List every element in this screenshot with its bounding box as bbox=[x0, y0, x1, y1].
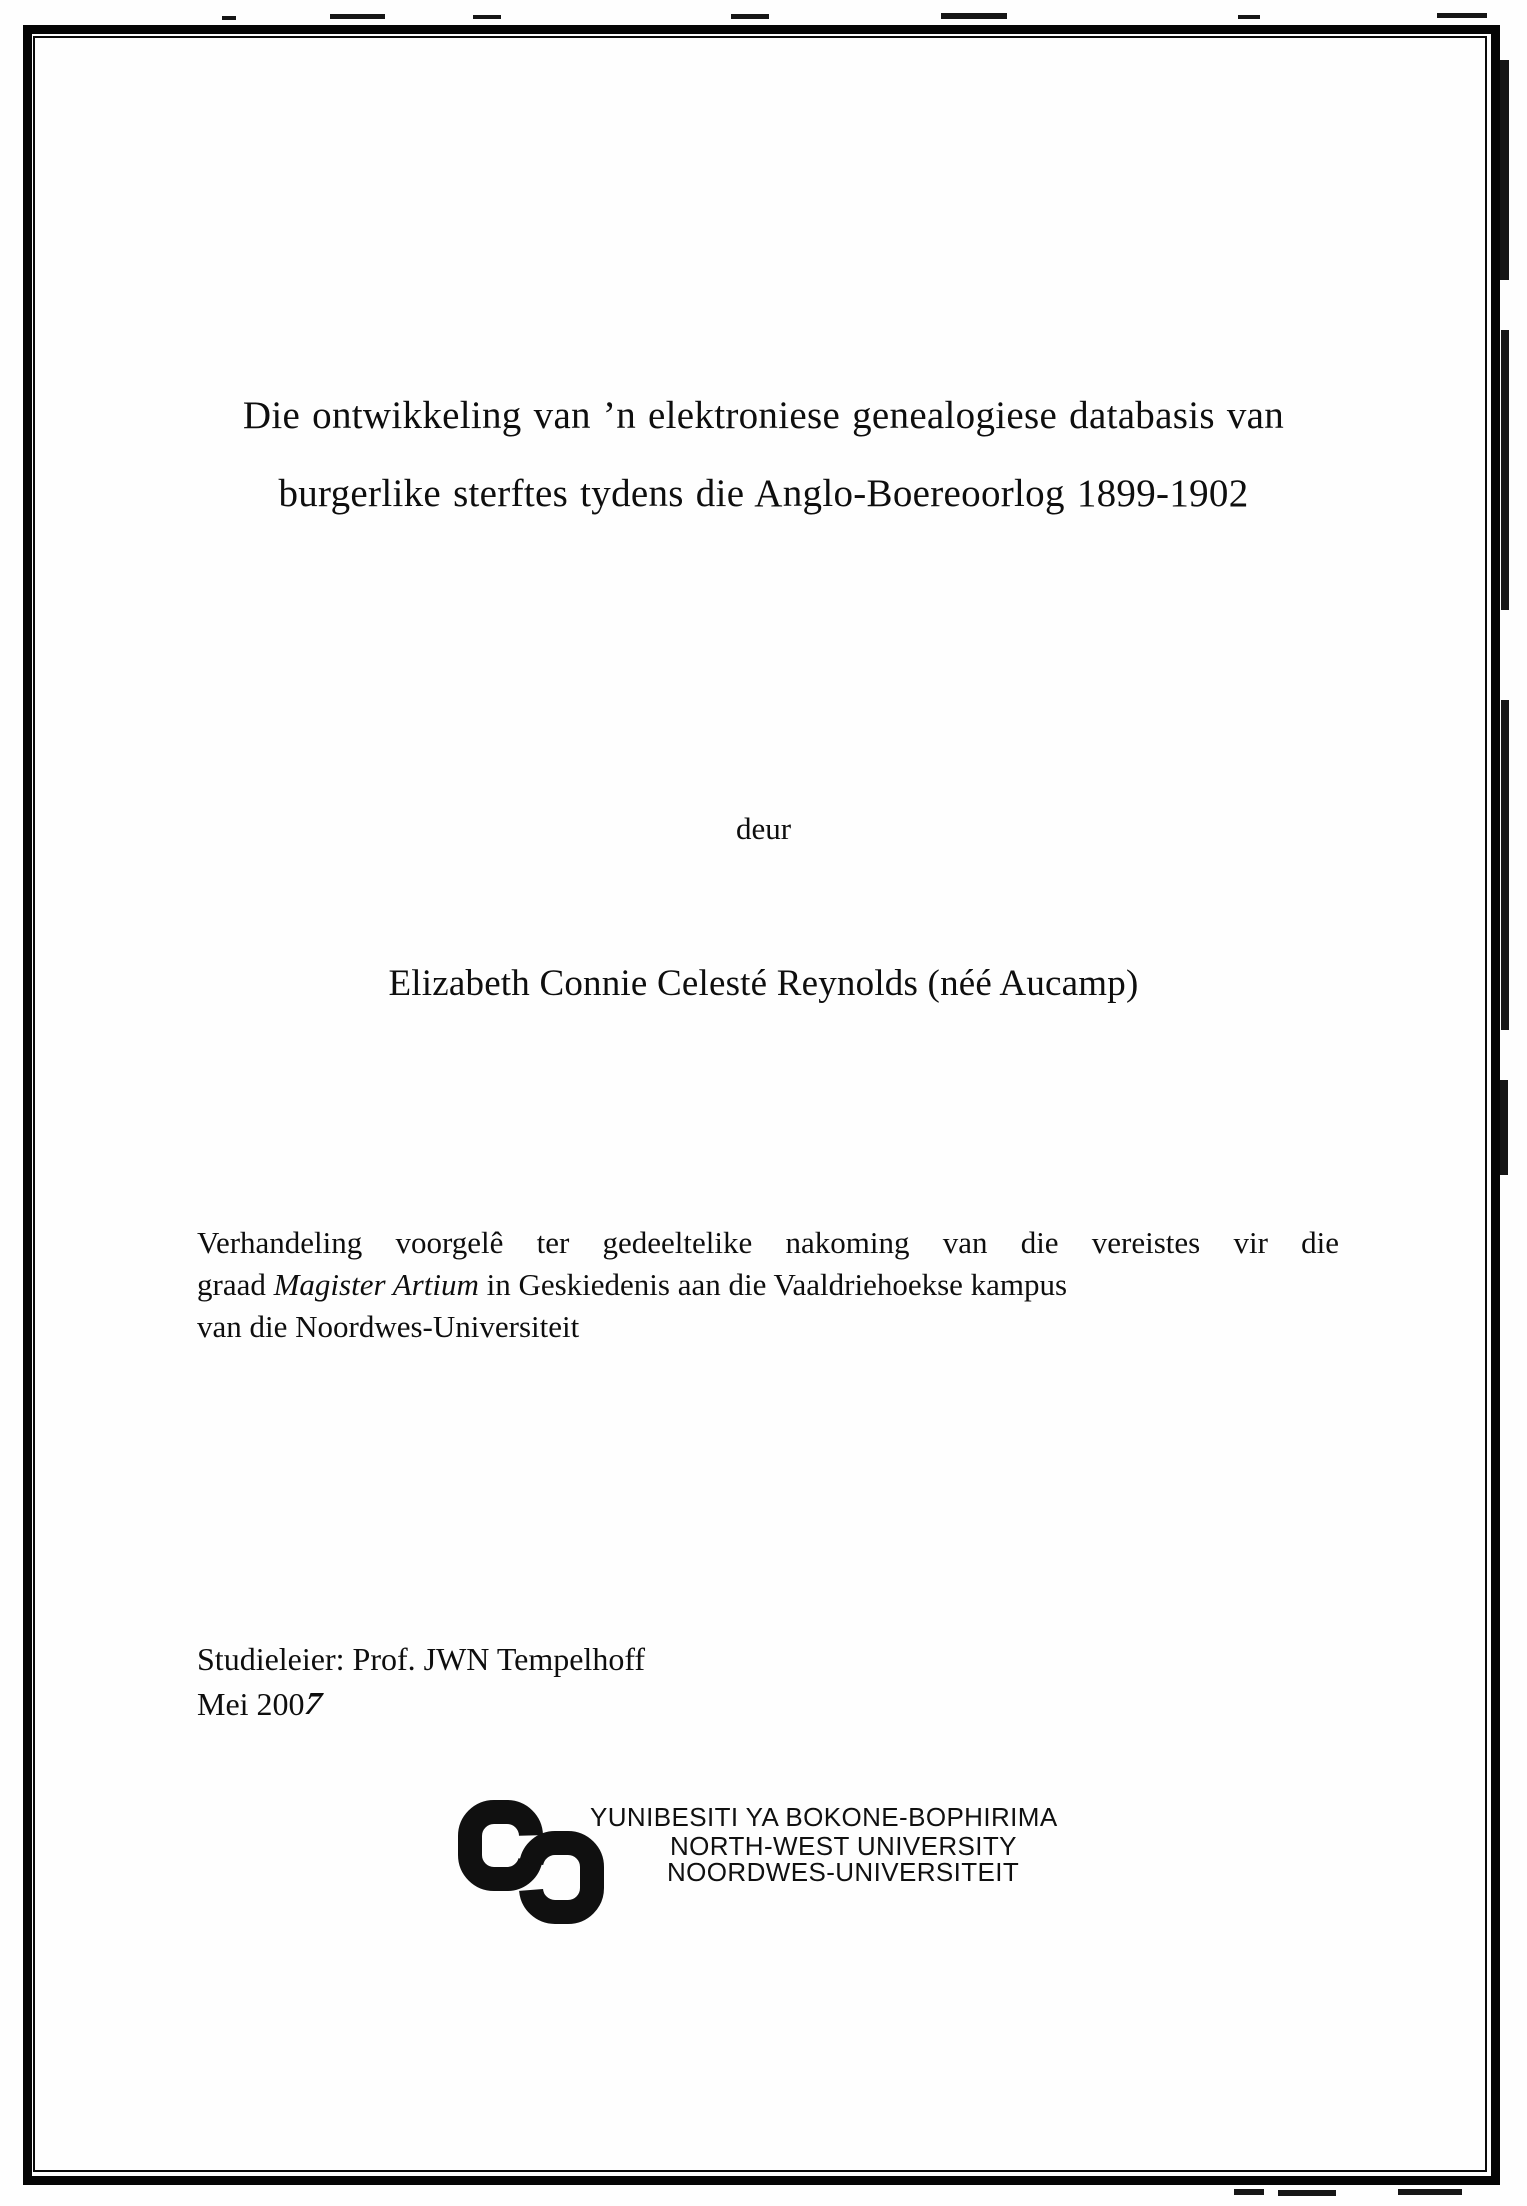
date-prefix: Mei 200 bbox=[197, 1686, 305, 1722]
statement-line-3: van die Noordwes-Universiteit bbox=[197, 1309, 580, 1344]
scan-artifact bbox=[941, 13, 1007, 19]
date-last-digit: 7 bbox=[299, 1685, 327, 1721]
nwu-interlocked-chain-links-icon bbox=[458, 1800, 604, 1924]
scan-artifact bbox=[473, 15, 501, 19]
scan-artifact bbox=[1238, 15, 1260, 19]
scan-artifact bbox=[1500, 60, 1509, 280]
logo-name-setswana: YUNIBESITI YA BOKONE-BOPHIRIMA bbox=[590, 1802, 1058, 1832]
statement-line-1: Verhandeling voorgelê ter gedeeltelike nakoming van die vereistes vir die bbox=[197, 1225, 1339, 1260]
degree-name-italic: Magister Artium bbox=[273, 1267, 479, 1302]
scan-artifact bbox=[1398, 2189, 1462, 2195]
statement-line-2-suffix: in Geskiedenis aan die Vaaldriehoekse kampus bbox=[478, 1267, 1068, 1302]
byline-label: deur bbox=[735, 811, 792, 846]
supervisor-block bbox=[197, 1637, 645, 1727]
statement-line-2-prefix: graad bbox=[197, 1267, 274, 1302]
scan-artifact bbox=[222, 16, 236, 20]
thesis-title-line-1: Die ontwikkeling van ’n elektroniese genealogiese databasis van bbox=[242, 394, 1285, 437]
logo-name-english: NORTH-WEST UNIVERSITY bbox=[670, 1831, 1017, 1861]
date-line bbox=[197, 1682, 645, 1727]
scan-artifact bbox=[1501, 330, 1509, 610]
scan-artifact bbox=[1278, 2190, 1336, 2196]
author-name: Elizabeth Connie Celesté Reynolds (néé Aucamp) bbox=[388, 963, 1139, 1004]
scan-artifact bbox=[731, 14, 769, 19]
supervisor-line: Studieleier: Prof. JWN Tempelhoff bbox=[197, 1641, 646, 1677]
scan-artifact bbox=[330, 14, 385, 19]
thesis-title-line-2: burgerlike sterftes tydens die Anglo-Boereoorlog 1899-1902 bbox=[278, 472, 1249, 515]
thesis-title bbox=[36, 377, 1491, 533]
logo-name-afrikaans: NOORDWES-UNIVERSITEIT bbox=[667, 1857, 1020, 1887]
thesis-statement bbox=[197, 1222, 1339, 1348]
statement-line-2 bbox=[197, 1264, 1339, 1306]
university-logo bbox=[458, 1800, 1148, 1932]
scan-artifact bbox=[1501, 700, 1509, 1030]
scan-artifact bbox=[1234, 2189, 1264, 2195]
scan-artifact bbox=[1500, 1080, 1508, 1175]
scan-artifact bbox=[1437, 13, 1487, 18]
